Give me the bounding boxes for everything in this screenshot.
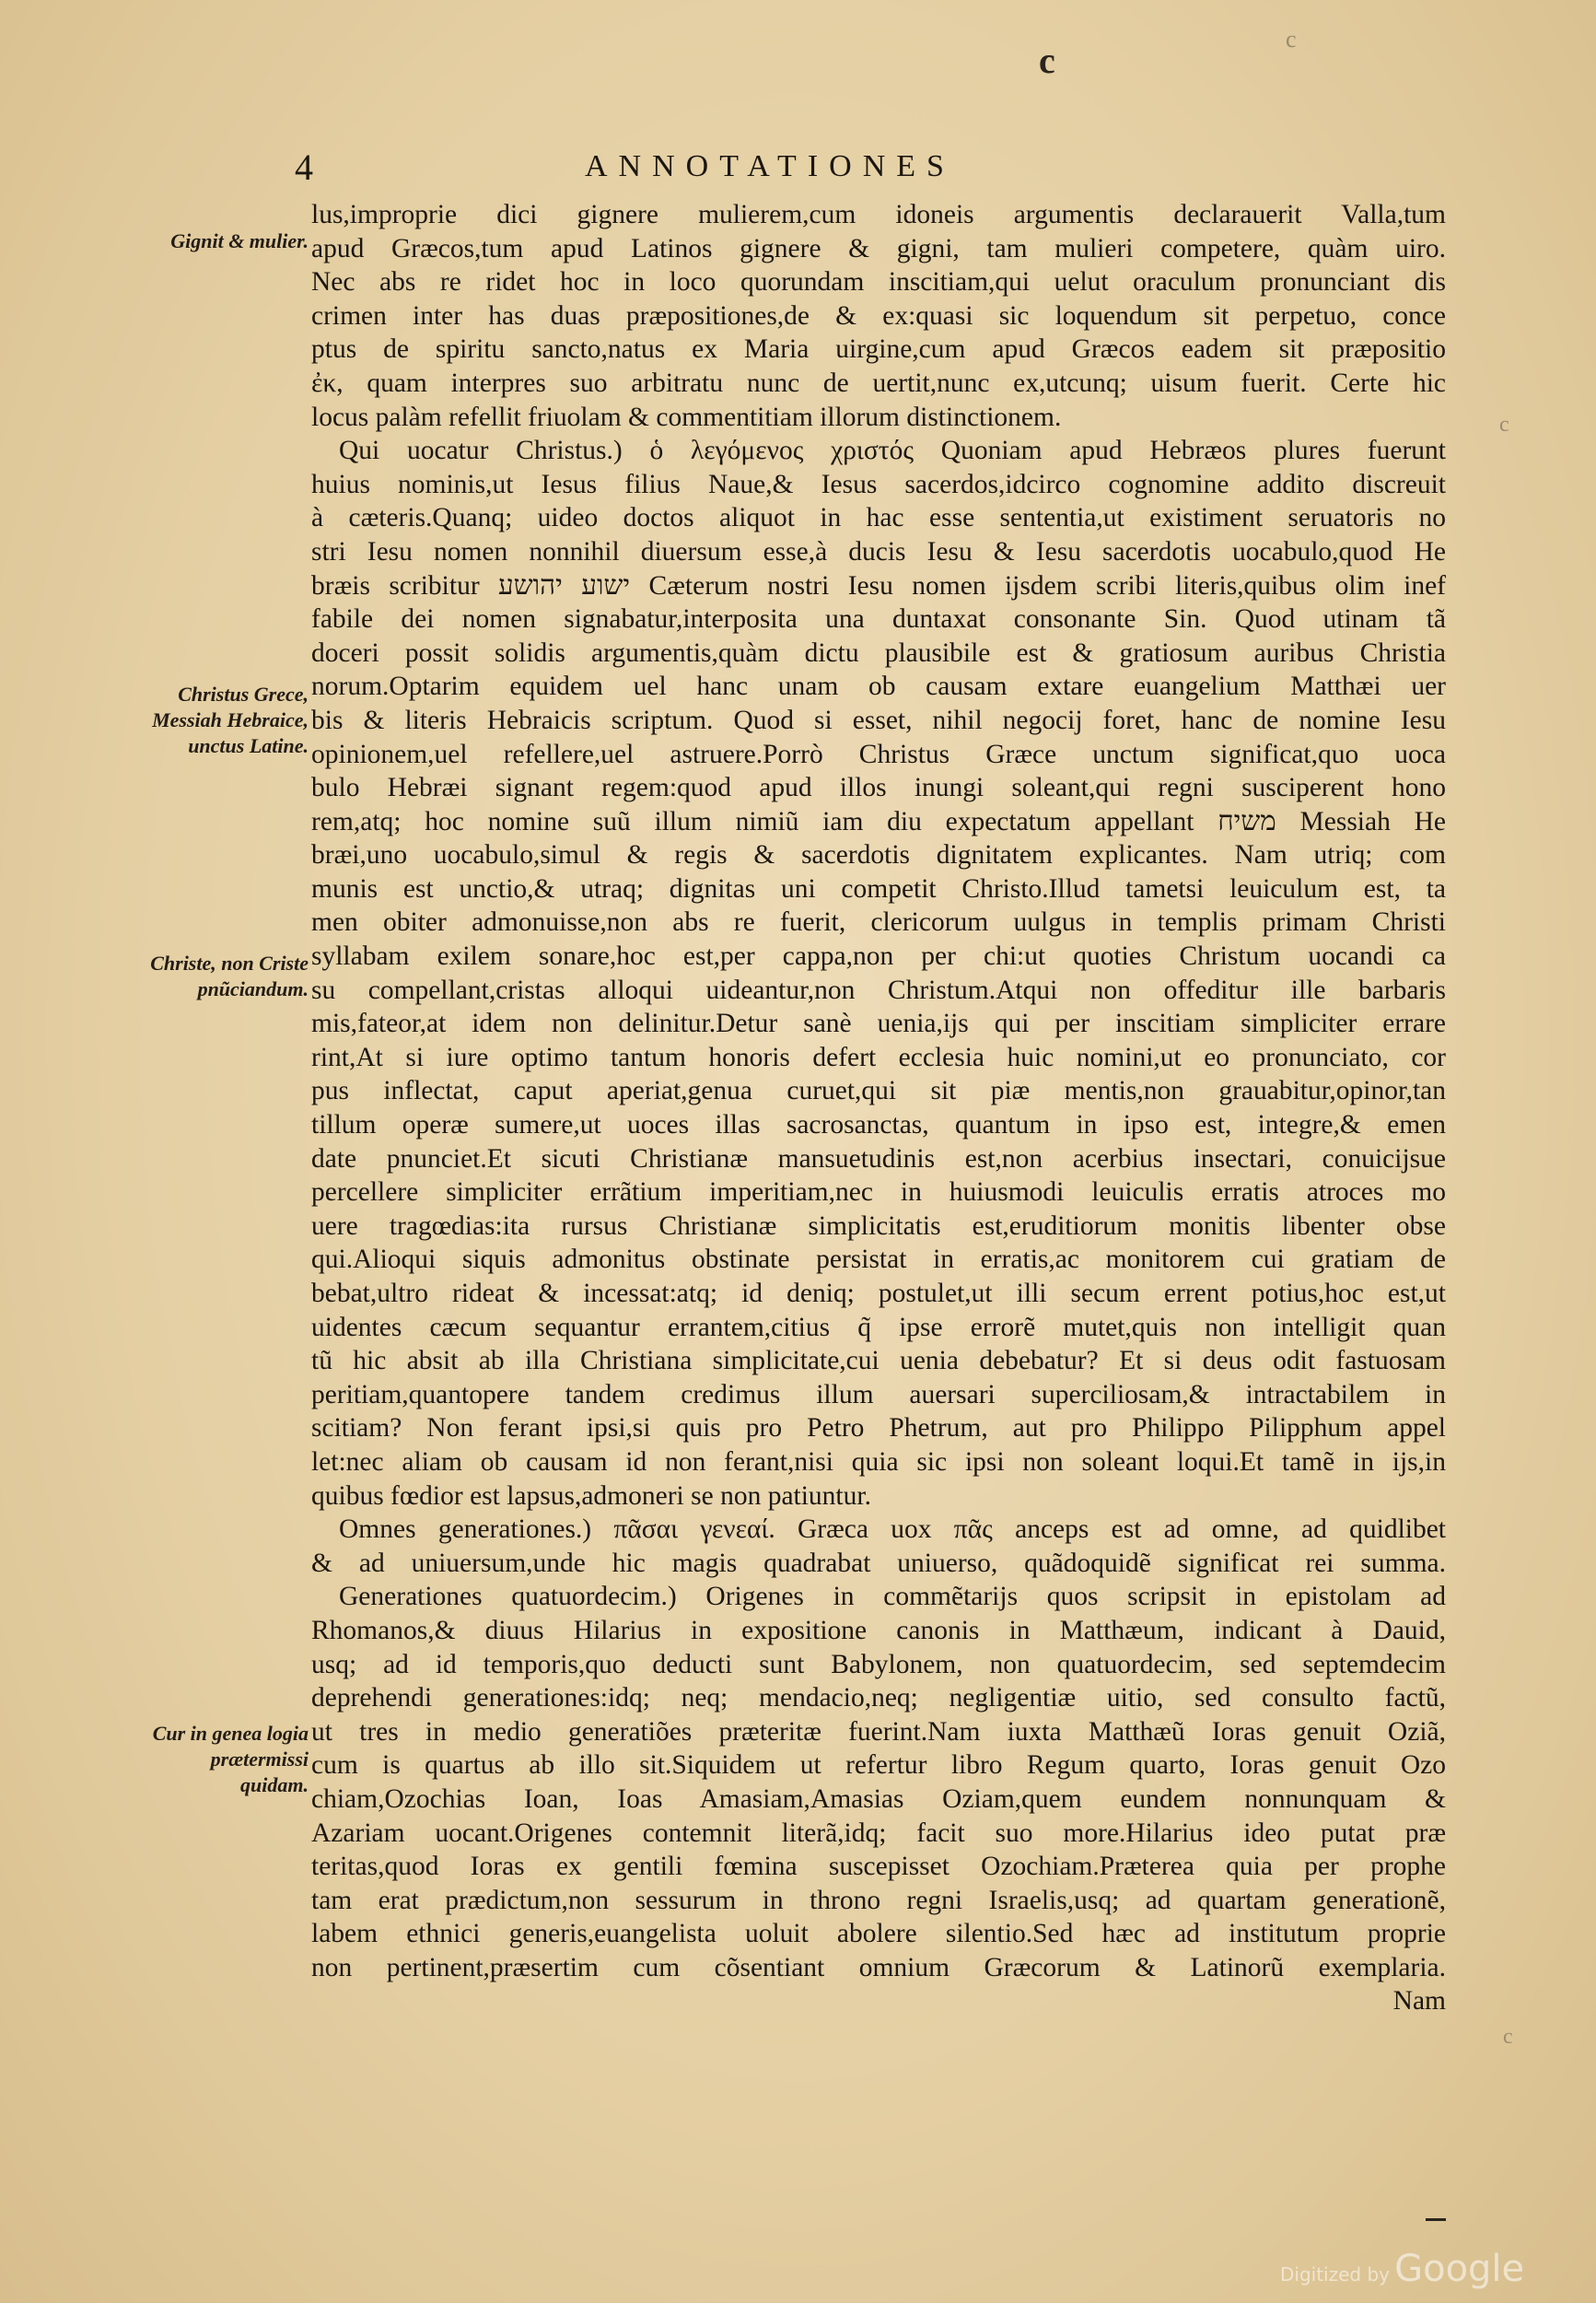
margin-note-christus: Christus Grece, Messiah Hebraice, unctus Latine. bbox=[152, 683, 309, 757]
text-line: labem ethnici generis,euangelista uoluit abolere silentio.Sed hæc ad institutum proprie bbox=[311, 1919, 1446, 1949]
text-line: locus palàm refellit friuolam & commentitiam illorum distinctionem. bbox=[311, 402, 1062, 432]
text-line: chiam,Ozochias Ioan, Ioas Amasiam,Amasias Oziam,quem eundem nonnunquam & bbox=[311, 1783, 1446, 1814]
text-line: lus,improprie dici gignere mulierem,cum idoneis argumentis declarauerit Valla,tum bbox=[311, 200, 1446, 229]
text-line: syllabam exilem sonare,hoc est,per cappa,non per chi:ut quoties Christum uocandi ca bbox=[311, 941, 1446, 972]
text-line: Nec abs re ridet hoc in loco quorundam inscitiam,qui uelut oraculum pronunciant dis bbox=[311, 267, 1446, 298]
page-header bbox=[295, 146, 1271, 192]
text-line: percellere simpliciter errãtium imperitiam,nec in huiusmodi leuiculis erratis atroces mo bbox=[311, 1177, 1446, 1208]
text-line: bræi,uno uocabulo,simul & regis & sacerdotis dignitatem explicantes. Nam utriq; com bbox=[311, 840, 1446, 871]
text-line: ut tres in medio generatiões præteritæ fuerint.Nam iuxta Matthæũ Ioras genuit Oziã, bbox=[311, 1716, 1446, 1747]
text-line: Rhomanos,& diuus Hilarius in expositione canonis in Matthæum, indicant à Dauid, bbox=[311, 1615, 1446, 1645]
text-line: à cæteris.Quanq; uideo doctos aliquot in hac esse sententia,ut existiment seruatoris no bbox=[311, 503, 1446, 533]
watermark-brand: Google bbox=[1394, 2248, 1525, 2290]
text-line: tam erat prædictum,non sessurum in throno regni Israelis,usq; ad quartam generationẽ, bbox=[311, 1885, 1446, 1915]
text-line: tũ hic absit ab illa Christiana simplicitate,cui uenia debebatur? Et si deus odit fastuosam bbox=[311, 1346, 1446, 1376]
text-line: bis & literis Hebraicis scriptum. Quod si esset, nihil negocij foret, hanc de nomine Iesu bbox=[311, 705, 1446, 735]
text-line: date pnunciet.Et sicuti Christianæ mansuetudinis est,non acerbius insectari, conuicijsue bbox=[311, 1143, 1446, 1174]
text-line: Generationes quatuordecim.) Origenes in commẽtarijs quos scripsit in epistolam ad bbox=[339, 1582, 1446, 1612]
text-line: fabile dei nomen signabatur,interposita una duntaxat consonante Sin. Quod utinam tã bbox=[311, 604, 1446, 635]
text-line: let:nec aliam ob causam id non ferant,nisi quia sic ipsi non soleant loqui.Et tamẽ in ijs,in bbox=[311, 1446, 1446, 1477]
text-line: norum.Optarim equidem uel hanc unam ob causam extare euangelium Matthæi uer bbox=[311, 672, 1446, 702]
text-line: Qui uocatur Christus.) ὁ λεγόμενος χριστός Quoniam apud Hebræos plures fuerunt bbox=[339, 436, 1446, 466]
margin-note-christe: Christe, non Criste pnũciandum. bbox=[150, 952, 309, 1000]
text-line: teritas,quod Ioras ex gentili fœmina suscepisset Ozochiam.Præterea quia per prophe bbox=[311, 1852, 1446, 1882]
text-line: bræis scribitur ישוע יהושע Cæterum nostri Iesu nomen ijsdem scribi literis,quibus olim inef bbox=[311, 570, 1446, 601]
bleed-mark: c bbox=[1503, 2025, 1513, 2049]
text-line: usq; ad id temporis,quo deducti sunt Babylonem, non quatuordecim, sed septemdecim bbox=[311, 1649, 1446, 1679]
text-line: & ad uniuersum,unde hic magis quadrabat uniuerso, quãdoquidẽ significat rei summa. bbox=[311, 1548, 1446, 1578]
text-line: uidentes cæcum sequantur errantem,citius q̃ ipse errorẽ mutet,quis non intelligit quan bbox=[311, 1312, 1446, 1342]
text-line: rem,atq; hoc nomine suũ illum nimiũ iam diu expectatum appellant משיח Messiah He bbox=[311, 806, 1446, 836]
text-line: munis est unctio,& utraq; dignitas uni competit Christo.Illud tametsi leuiculum est, ta bbox=[311, 873, 1446, 904]
text-line: non pertinent,præsertim cum cõsentiant omnium Græcorum & Latinorũ exemplaria. bbox=[311, 1952, 1446, 1982]
text-line: pus inflectat, caput aperiat,genua curuet,qui sit piæ mentis,non grauabitur,opinor,tan bbox=[311, 1076, 1446, 1106]
watermark-prefix: Digitized by bbox=[1280, 2263, 1390, 2285]
text-line: tillum operæ sumere,ut uoces illas sacrosanctas, quantum in ipso est, integre,& emen bbox=[311, 1110, 1446, 1140]
text-line: qui.Alioqui siquis admonitus obstinate persistat in erratis,ac monitorem cui gratiam de bbox=[311, 1245, 1446, 1275]
text-line: ἐκ, quam interpres suo arbitratu nunc de uertit,nunc ex,utcunq; uisum fuerit. Certe hic bbox=[311, 368, 1446, 398]
margin-note-genealogia: Cur in genea logia prætermissi quidam. bbox=[152, 1722, 309, 1796]
text-line: ptus de spiritu sancto,natus ex Maria uirgine,cum apud Græcos eadem sit præpositio bbox=[311, 334, 1446, 365]
text-line: cum is quartus ab illo sit.Siquidem ut refertur libro Regum quarto, Ioras genuit Ozo bbox=[311, 1750, 1446, 1781]
running-title: ANNOTATIONES bbox=[585, 149, 955, 183]
text-line: doceri possit solidis argumentis,quàm dictu plausibile est & gratiosum auribus Christia bbox=[311, 637, 1446, 668]
text-line: crimen inter has duas præpositiones,de & ex:quasi sic loquendum sit perpetuo, conce bbox=[311, 300, 1446, 331]
text-line: su compellant,cristas alloqui uideantur,non Christum.Atqui non offeditur ille barbaris bbox=[311, 975, 1446, 1005]
ink-speck bbox=[1426, 2218, 1446, 2221]
text-line: peritiam,quantopere tandem credimus illum auersari superciliosam,& intractabilem in bbox=[311, 1379, 1446, 1409]
text-line: bulo Hebræi signant regem:quod apud illos inungi soleant,qui regni susciperent hono bbox=[311, 773, 1446, 803]
text-line: men obiter admonuisse,non abs re fuerit, clericorum uulgus in templis primam Christi bbox=[311, 907, 1446, 938]
signature-mark: c bbox=[1039, 40, 1055, 81]
text-line: rint,At si iure optimo tantum honoris defert ecclesia huic nomini,ut eo pronunciato, cor bbox=[311, 1042, 1446, 1072]
margin-note-gignit: Gignit & mulier. bbox=[170, 229, 309, 252]
catchword: Nam bbox=[1392, 1986, 1446, 2017]
text-line: stri Iesu nomen nonnihil diuersum esse,à ducis Iesu & Iesu sacerdotis uocabulo,quod He bbox=[311, 536, 1446, 567]
text-line: deprehendi generationes:idq; neq; mendacio,neq; negligentiæ uitio, sed consulto factũ, bbox=[311, 1683, 1446, 1713]
text-line: huius nominis,ut Iesus filius Naue,& Iesus sacerdos,idcirco cognomine addito discreuit bbox=[311, 469, 1446, 499]
page-number: 4 bbox=[295, 146, 313, 188]
text-line: scitiam? Non ferant ipsi,si quis pro Petro Phetrum, aut pro Philippo Pilipphum appel bbox=[311, 1413, 1446, 1444]
text-line: mis,fateor,at idem non delinitur.Detur sanè uenia,ijs qui per inscitiam simpliciter errare bbox=[311, 1009, 1446, 1039]
text-line: opinionem,uel refellere,uel astruere.Porrò Christus Græce unctum significat,quo uoca bbox=[311, 739, 1446, 769]
bleed-mark: c bbox=[1499, 413, 1509, 437]
corner-mark: c bbox=[1286, 26, 1297, 53]
text-line: apud Græcos,tum apud Latinos gignere & gigni, tam mulieri competere, quàm uiro. bbox=[311, 233, 1446, 263]
digitized-watermark bbox=[1280, 2248, 1524, 2290]
text-line: Omnes generationes.) πᾶσαι γενεαί. Græca uox πᾶς anceps est ad omne, ad quidlibet bbox=[339, 1514, 1446, 1545]
text-line: uere tragœdias:ita rursus Christianæ simplicitatis est,eruditiorum monitis libenter obse bbox=[311, 1210, 1446, 1241]
text-line: quibus fœdior est lapsus,admoneri se non patiuntur. bbox=[311, 1480, 871, 1511]
text-line: Azariam uocant.Origenes contemnit literã,idq; facit suo more.Hilarius ideo putat præ bbox=[311, 1818, 1446, 1848]
text-line: bebat,ultro rideat & incessat:atq; id deniq; postulet,ut illi secum errent potius,hoc est,ut bbox=[311, 1279, 1446, 1308]
body-text bbox=[311, 198, 1446, 2018]
